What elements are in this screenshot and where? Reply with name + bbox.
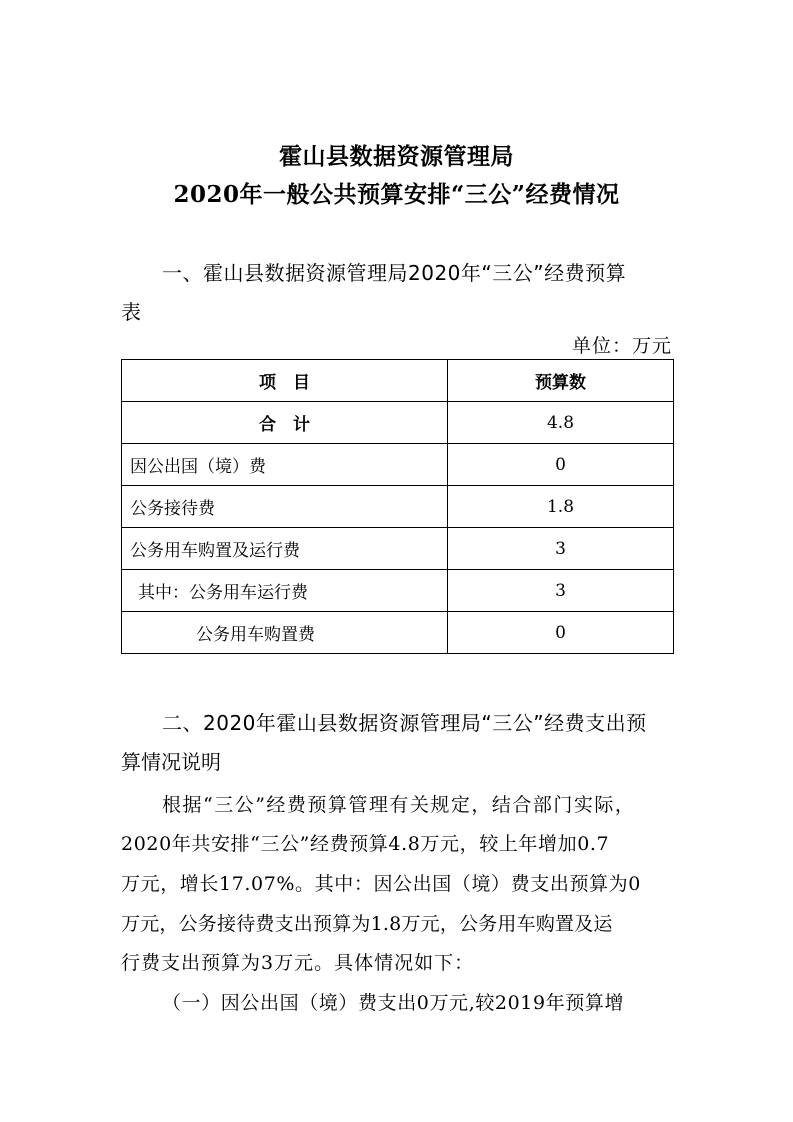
unit-label: 单位：万元 [571, 335, 672, 357]
row-value: 1.8 [448, 486, 674, 528]
section2-heading: 二、2020年霍山县数据资源管理局“三公”经费支出预 [162, 711, 647, 735]
row-label: 公务用车购置及运行费 [122, 528, 448, 570]
table-row [122, 444, 674, 486]
table-row-total [122, 402, 674, 444]
table-row [122, 528, 674, 570]
row-value: 0 [448, 612, 674, 654]
row-label: 其中：公务用车运行费 [122, 570, 448, 612]
paragraph-line: （一）因公出国（境）费支出0万元,较2019年预算增 [162, 992, 625, 1014]
row-label: 合 计 [122, 402, 448, 444]
column-header-item: 项 目 [122, 360, 448, 402]
table-row [122, 612, 674, 654]
row-label: 公务用车购置费 [122, 612, 448, 654]
row-label: 因公出国（境）费 [122, 444, 448, 486]
row-value: 4.8 [448, 402, 674, 444]
row-value: 0 [448, 444, 674, 486]
section2-heading-continued: 算情况说明 [121, 750, 221, 774]
paragraph-line: 万元，增长17.07%。其中：因公出国（境）费支出预算为0 [121, 873, 641, 895]
section1-heading: 一、霍山县数据资源管理局2020年“三公”经费预算 [162, 261, 627, 285]
row-value: 3 [448, 570, 674, 612]
paragraph-line: 行费支出预算为3万元。具体情况如下： [121, 952, 475, 974]
paragraph-line: 根据“三公”经费预算管理有关规定，结合部门实际， [162, 794, 636, 816]
budget-table [121, 359, 674, 654]
paragraph-line: 2020年共安排“三公”经费预算4.8万元，较上年增加0.7 [121, 833, 610, 855]
document-subtitle: 2020年一般公共预算安排“三公”经费情况 [173, 181, 620, 208]
row-value: 3 [448, 528, 674, 570]
document-title: 霍山县数据资源管理局 [279, 143, 514, 170]
table-row [122, 570, 674, 612]
row-label: 公务接待费 [122, 486, 448, 528]
section1-heading-continued: 表 [121, 300, 141, 324]
column-header-budget: 预算数 [448, 360, 674, 402]
paragraph-line: 万元，公务接待费支出预算为1.8万元，公务用车购置及运 [121, 913, 613, 935]
table-row [122, 486, 674, 528]
table-header-row [122, 360, 674, 402]
